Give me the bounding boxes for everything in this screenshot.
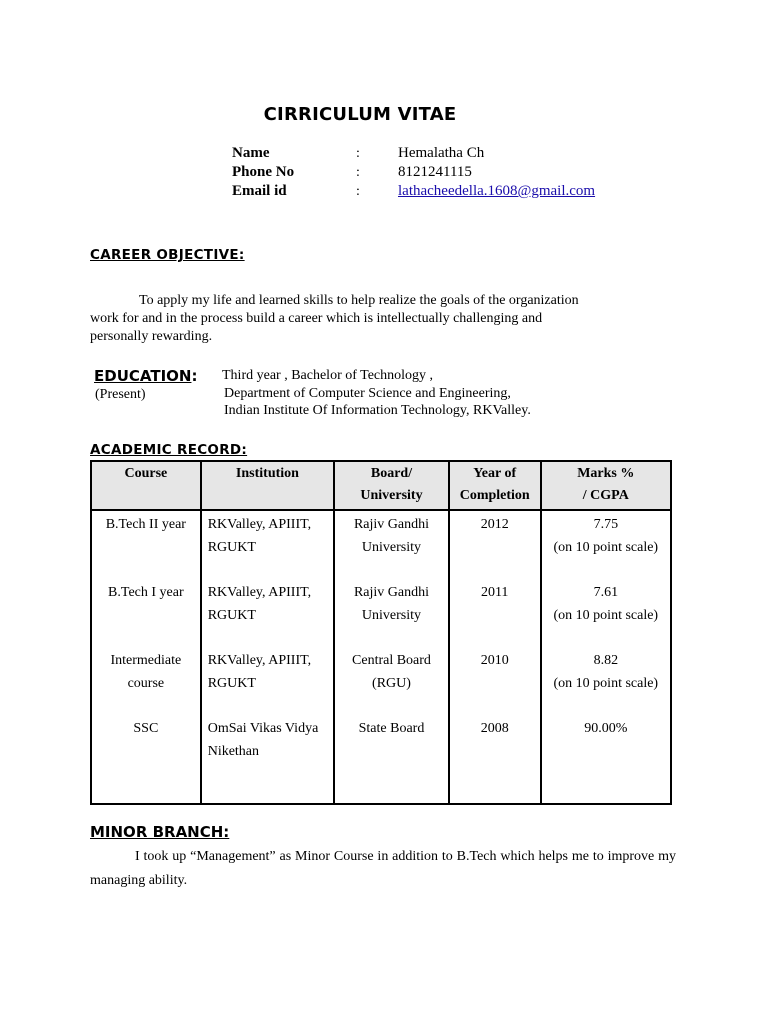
education-heading-colon: : xyxy=(191,367,198,385)
cell-marks: 7.61 (on 10 point scale) xyxy=(541,581,671,649)
cell-year: 2008 xyxy=(449,717,541,804)
cell-marks: 8.82 (on 10 point scale) xyxy=(541,649,671,717)
table-row xyxy=(91,717,671,804)
table-row xyxy=(91,581,671,649)
email-link[interactable]: lathacheedella.1608@gmail.com xyxy=(398,183,596,199)
cell-board: Rajiv Gandhi University xyxy=(334,581,449,649)
table-row xyxy=(91,649,671,717)
name-label: Name xyxy=(232,145,270,161)
email-colon: : xyxy=(356,184,360,199)
email-label: Email id xyxy=(232,183,287,199)
cell-marks: 90.00% xyxy=(541,717,671,804)
header-year: Year of Completion xyxy=(449,461,541,510)
cell-year: 2012 xyxy=(449,510,541,581)
cell-course: B.Tech II year xyxy=(91,510,201,581)
education-heading-text: EDUCATION xyxy=(94,367,192,385)
cell-board: State Board xyxy=(334,717,449,804)
phone-label: Phone No xyxy=(232,164,295,180)
cell-board: Central Board (RGU) xyxy=(334,649,449,717)
cell-year: 2011 xyxy=(449,581,541,649)
header-marks: Marks % / CGPA xyxy=(541,461,671,510)
academic-record-heading: ACADEMIC RECORD: xyxy=(90,442,248,458)
table-header-row xyxy=(91,461,671,510)
education-heading xyxy=(94,367,197,386)
career-objective-line-3: personally rewarding. xyxy=(90,329,213,344)
phone-colon: : xyxy=(356,165,360,180)
cell-institution: RKValley, APIIIT, RGUKT xyxy=(201,581,334,649)
career-objective-line-2: work for and in the process build a career which is intellectually challenging and xyxy=(90,311,543,326)
header-board: Board/ University xyxy=(334,461,449,510)
career-objective-line-1: To apply my life and learned skills to help realize the goals of the organization xyxy=(139,293,579,308)
academic-record-table xyxy=(90,460,672,805)
page-title: CIRRICULUM VITAE xyxy=(263,104,457,125)
cell-year: 2010 xyxy=(449,649,541,717)
education-line-2: Department of Computer Science and Engineering, xyxy=(224,386,511,401)
cell-course: SSC xyxy=(91,717,201,804)
minor-branch-text: I took up “Management” as Minor Course in addition to B.Tech which helps me to improve my managing ability. xyxy=(90,849,676,888)
header-course: Course xyxy=(91,461,201,510)
header-institution: Institution xyxy=(201,461,334,510)
table-row xyxy=(91,510,671,581)
name-colon: : xyxy=(356,146,360,161)
cell-course: B.Tech I year xyxy=(91,581,201,649)
phone-value: 8121241115 xyxy=(398,164,472,180)
education-line-3: Indian Institute Of Information Technology, RKValley. xyxy=(224,403,531,418)
cell-marks: 7.75 (on 10 point scale) xyxy=(541,510,671,581)
cell-board: Rajiv Gandhi University xyxy=(334,510,449,581)
career-objective-heading: CAREER OBJECTIVE: xyxy=(90,247,245,263)
minor-branch-heading: MINOR BRANCH: xyxy=(90,823,230,841)
cell-institution: RKValley, APIIIT, RGUKT xyxy=(201,649,334,717)
name-value: Hemalatha Ch xyxy=(398,145,485,161)
education-sub: (Present) xyxy=(95,387,146,402)
cell-course: Intermediate course xyxy=(91,649,201,717)
cell-institution: RKValley, APIIIT, RGUKT xyxy=(201,510,334,581)
cell-institution: OmSai Vikas Vidya Nikethan xyxy=(201,717,334,804)
education-line-1: Third year , Bachelor of Technology , xyxy=(222,368,434,383)
